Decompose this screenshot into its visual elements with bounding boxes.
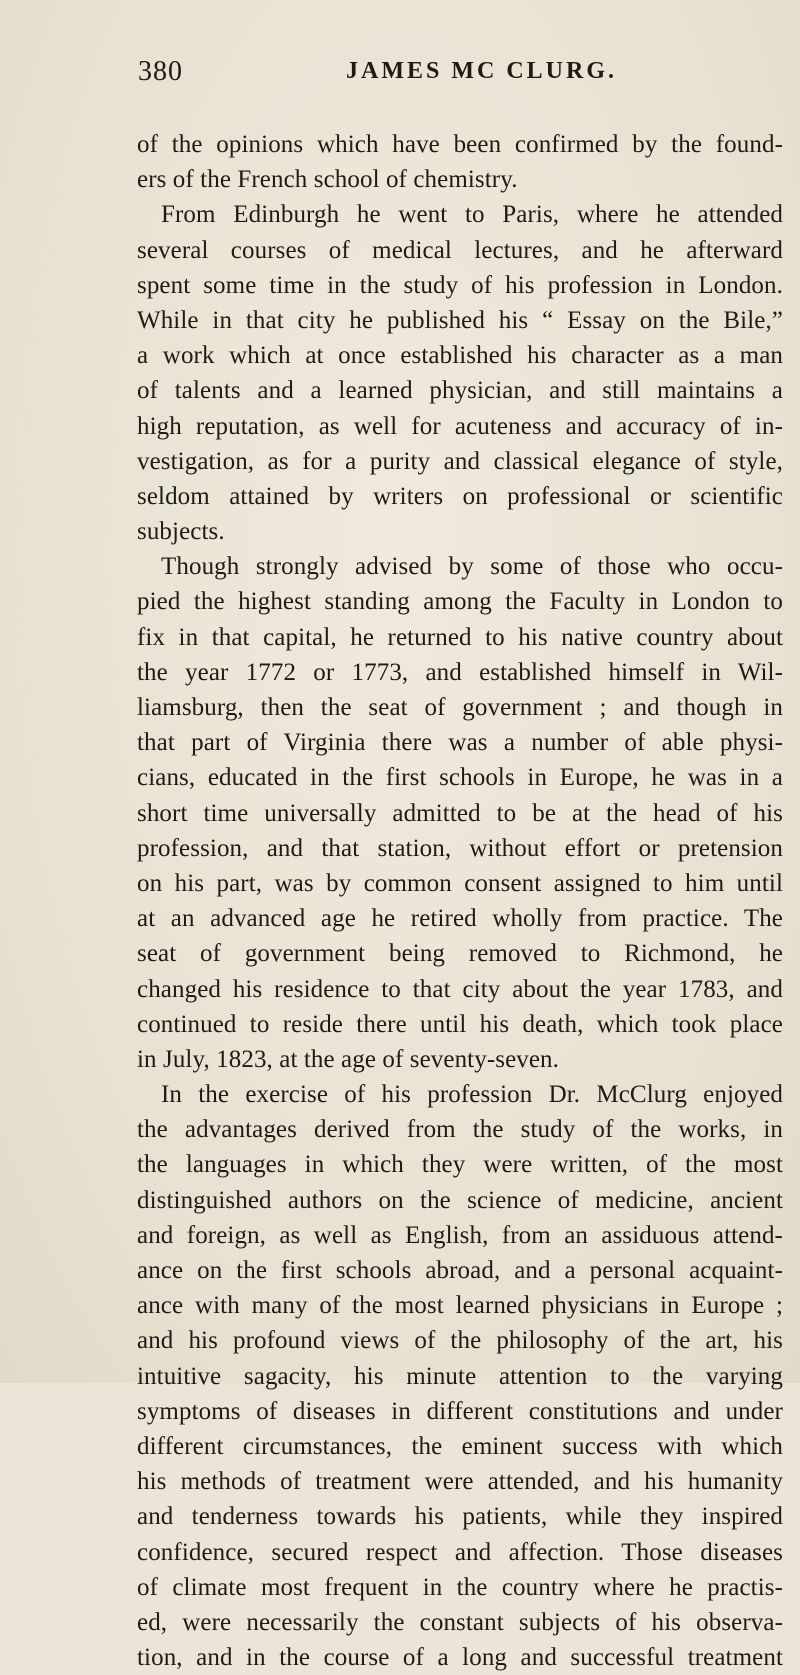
text-line: and his profound views of the philosophy of the art, his [137, 1327, 783, 1355]
text-line: and tenderness towards his patients, while they inspired [137, 1503, 783, 1531]
text-line: subjects. [137, 518, 225, 546]
running-title: JAMES MC CLURG. [346, 58, 617, 84]
text-line: vestigation, as for a purity and classical elegance of style, [137, 447, 783, 475]
text-line: symptoms of diseases in different constitutions and under [137, 1397, 783, 1425]
text-line: distinguished authors on the science of medicine, ancient [137, 1186, 783, 1214]
text-line: at an advanced age he retired wholly from practice. The [137, 905, 783, 933]
text-line: intuitive sagacity, his minute attention to the varying [137, 1362, 783, 1390]
text-line: of the opinions which have been confirmed by the found- [137, 131, 783, 158]
text-line: high reputation, as well for acuteness and accuracy of in- [137, 412, 783, 440]
text-line: of talents and a learned physician, and still maintains a [137, 377, 783, 405]
text-line: tion, and in the course of a long and successful treatment [137, 1644, 783, 1672]
text-line: profession, and that station, without effort or pretension [137, 834, 783, 862]
text-line: his methods of treatment were attended, and his humanity [137, 1468, 783, 1496]
text-line: the year 1772 or 1773, and established himself in Wil- [137, 658, 783, 686]
text-line: ance on the first schools abroad, and a personal acquaint- [137, 1257, 783, 1284]
text-line: in July, 1823, at the age of seventy-seven. [137, 1045, 560, 1073]
page-number: 380 [138, 56, 183, 87]
text-line: From Edinburgh he went to Paris, where he attended [161, 201, 783, 229]
text-line: on his part, was by common consent assigned to him until [137, 869, 783, 897]
text-line: several courses of medical lectures, and he afterward [137, 236, 783, 264]
text-line: that part of Virginia there was a number of able physi- [137, 729, 783, 757]
text-line: In the exercise of his profession Dr. McClurg enjoyed [161, 1081, 783, 1109]
text-line: different circumstances, the eminent success with which [137, 1432, 783, 1460]
text-line: the languages in which they were written, of the most [137, 1151, 783, 1179]
text-line: and foreign, as well as English, from an assiduous attend- [137, 1221, 783, 1249]
text-line: liamsburg, then the seat of government ; and though in [137, 694, 783, 721]
text-line: seat of government being removed to Richmond, he [137, 940, 783, 968]
text-line: short time universally admitted to be at the head of his [137, 799, 783, 827]
text-line: Though strongly advised by some of those who occu- [161, 553, 783, 581]
text-line: pied the highest standing among the Faculty in London to [137, 588, 783, 616]
text-line: While in that city he published his “ Essay on the Bile,” [137, 306, 783, 334]
text-line: confidence, secured respect and affection. Those diseases [137, 1538, 783, 1566]
text-line: ers of the French school of chemistry. [137, 166, 518, 194]
body-text [137, 127, 783, 1675]
text-line: the advantages derived from the study of the works, in [137, 1116, 783, 1144]
text-line: of climate most frequent in the country where he practis- [137, 1573, 783, 1601]
text-line: fix in that capital, he returned to his native country about [137, 623, 783, 651]
text-line: ance with many of the most learned physicians in Europe ; [137, 1292, 783, 1320]
text-line: a work which at once established his character as a man [137, 342, 783, 370]
text-line: cians, educated in the first schools in Europe, he was in a [137, 764, 783, 792]
text-line: changed his residence to that city about the year 1783, and [137, 975, 783, 1003]
text-line: spent some time in the study of his profession in London. [137, 271, 783, 299]
running-head [138, 56, 778, 96]
text-line: seldom attained by writers on professional or scientific [137, 482, 783, 510]
text-line: continued to reside there until his death, which took place [137, 1010, 783, 1038]
text-line: ed, were necessarily the constant subjects of his observa- [137, 1608, 783, 1636]
